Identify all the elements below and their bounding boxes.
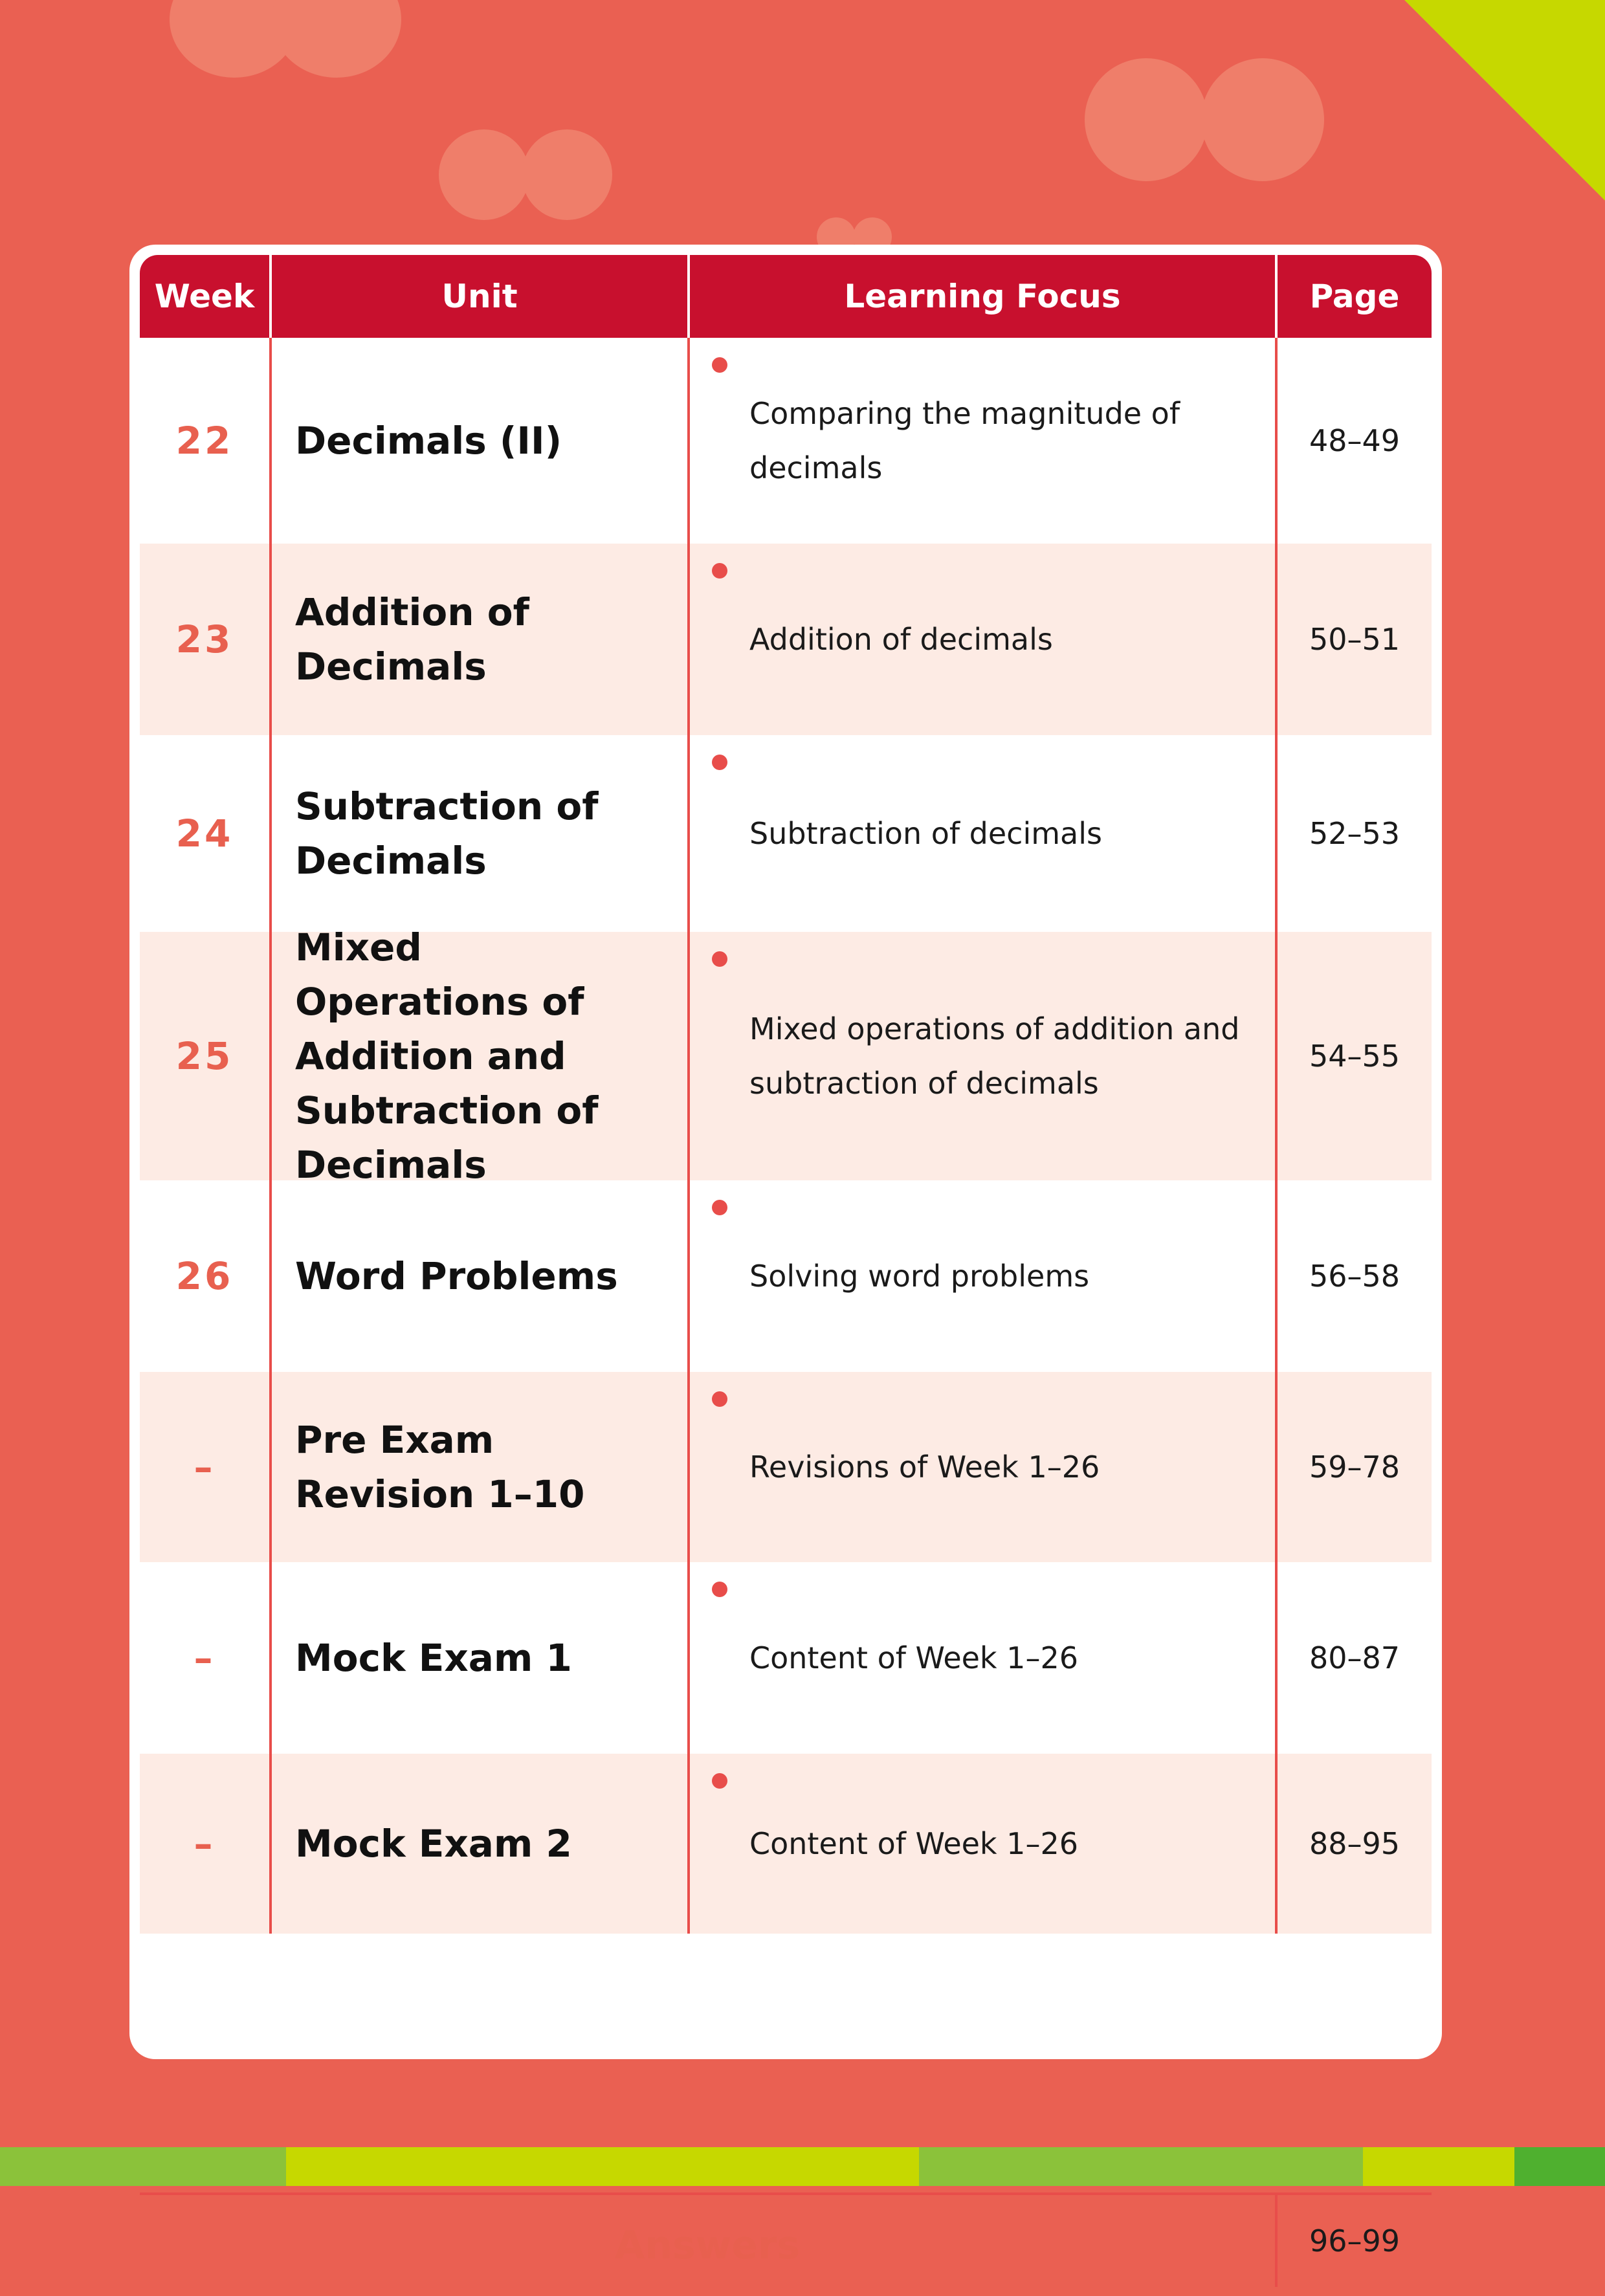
answers-row	[140, 2192, 1432, 2296]
week-number: –	[194, 1445, 216, 1489]
table-row	[140, 544, 1432, 735]
table-row	[140, 735, 1432, 932]
page-range: 80–87	[1275, 1562, 1432, 1754]
page-range: 56–58	[1275, 1180, 1432, 1372]
learning-focus	[687, 338, 1275, 544]
bullet-icon	[712, 357, 727, 373]
page-range: 50–51	[1275, 544, 1432, 735]
week-number: 26	[175, 1254, 234, 1298]
learning-focus-text: Subtraction of decimals	[749, 816, 1102, 851]
header-page: Page	[1275, 255, 1432, 338]
unit-title: Subtraction of Decimals	[269, 735, 687, 932]
learning-focus-text: Content of Week 1–26	[749, 1640, 1078, 1675]
learning-focus-text: Comparing the magnitude of decimals	[749, 396, 1180, 485]
bullet-icon	[712, 1391, 727, 1407]
learning-focus	[687, 932, 1275, 1180]
table-row	[140, 1372, 1432, 1562]
unit-title: Pre Exam Revision 1–10	[269, 1372, 687, 1562]
table-row	[140, 925, 1432, 1187]
table-row	[140, 1754, 1432, 1934]
page-range: 59–78	[1275, 1372, 1432, 1562]
week-number: 23	[175, 617, 234, 661]
learning-focus-text: Mixed operations of addition and subtraction of decimals	[749, 1011, 1240, 1101]
bullet-icon	[712, 563, 727, 579]
bullet-icon	[712, 1773, 727, 1789]
unit-title: Decimals (II)	[269, 338, 687, 544]
table-row	[140, 338, 1432, 544]
week-number: 25	[175, 1034, 234, 1078]
decor-blob	[439, 129, 529, 220]
learning-focus	[687, 544, 1275, 735]
bullet-icon	[712, 1200, 727, 1215]
decor-blob	[272, 0, 401, 78]
decor-blob	[1085, 58, 1208, 181]
week-number: 24	[175, 811, 234, 855]
page-range: 54–55	[1275, 932, 1432, 1180]
table-row	[140, 1180, 1432, 1372]
week-number: 22	[175, 419, 234, 463]
page-range: 88–95	[1275, 1754, 1432, 1934]
learning-focus-text: Addition of decimals	[749, 622, 1053, 657]
learning-focus-text: Solving word problems	[749, 1259, 1090, 1294]
bullet-icon	[712, 755, 727, 770]
learning-focus	[687, 735, 1275, 932]
table-row	[140, 1562, 1432, 1754]
learning-focus	[687, 1562, 1275, 1754]
week-number: –	[194, 1822, 216, 1866]
page-range: 48–49	[1275, 338, 1432, 544]
contents-table	[129, 245, 1442, 2268]
week-number: –	[194, 1636, 216, 1680]
bottom-stripe	[0, 2147, 1605, 2186]
table-body	[140, 338, 1432, 1934]
unit-title: Word Problems	[269, 1180, 687, 1372]
decor-blob	[522, 129, 612, 220]
decor-blob	[1201, 58, 1324, 181]
unit-title: Mock Exam 1	[269, 1562, 687, 1754]
learning-focus	[687, 1180, 1275, 1372]
learning-focus-text: Content of Week 1–26	[749, 1826, 1078, 1861]
learning-focus-text: Revisions of Week 1–26	[749, 1450, 1100, 1485]
bullet-icon	[712, 951, 727, 967]
learning-focus	[687, 1754, 1275, 1934]
table-header	[140, 255, 1432, 338]
unit-title: Mixed Operations of Addition and Subtraction of Decimals	[269, 932, 687, 1180]
header-unit: Unit	[269, 255, 687, 338]
corner-triangle	[1404, 0, 1605, 201]
answers-label: Answers	[614, 2223, 801, 2268]
page-range: 52–53	[1275, 735, 1432, 932]
answers-page-range: 96–99	[1275, 2195, 1432, 2287]
header-learning-focus: Learning Focus	[687, 255, 1275, 338]
unit-title: Mock Exam 2	[269, 1754, 687, 1934]
bullet-icon	[712, 1582, 727, 1597]
learning-focus	[687, 1372, 1275, 1562]
unit-title: Addition of Decimals	[269, 544, 687, 735]
header-week: Week	[154, 278, 255, 315]
